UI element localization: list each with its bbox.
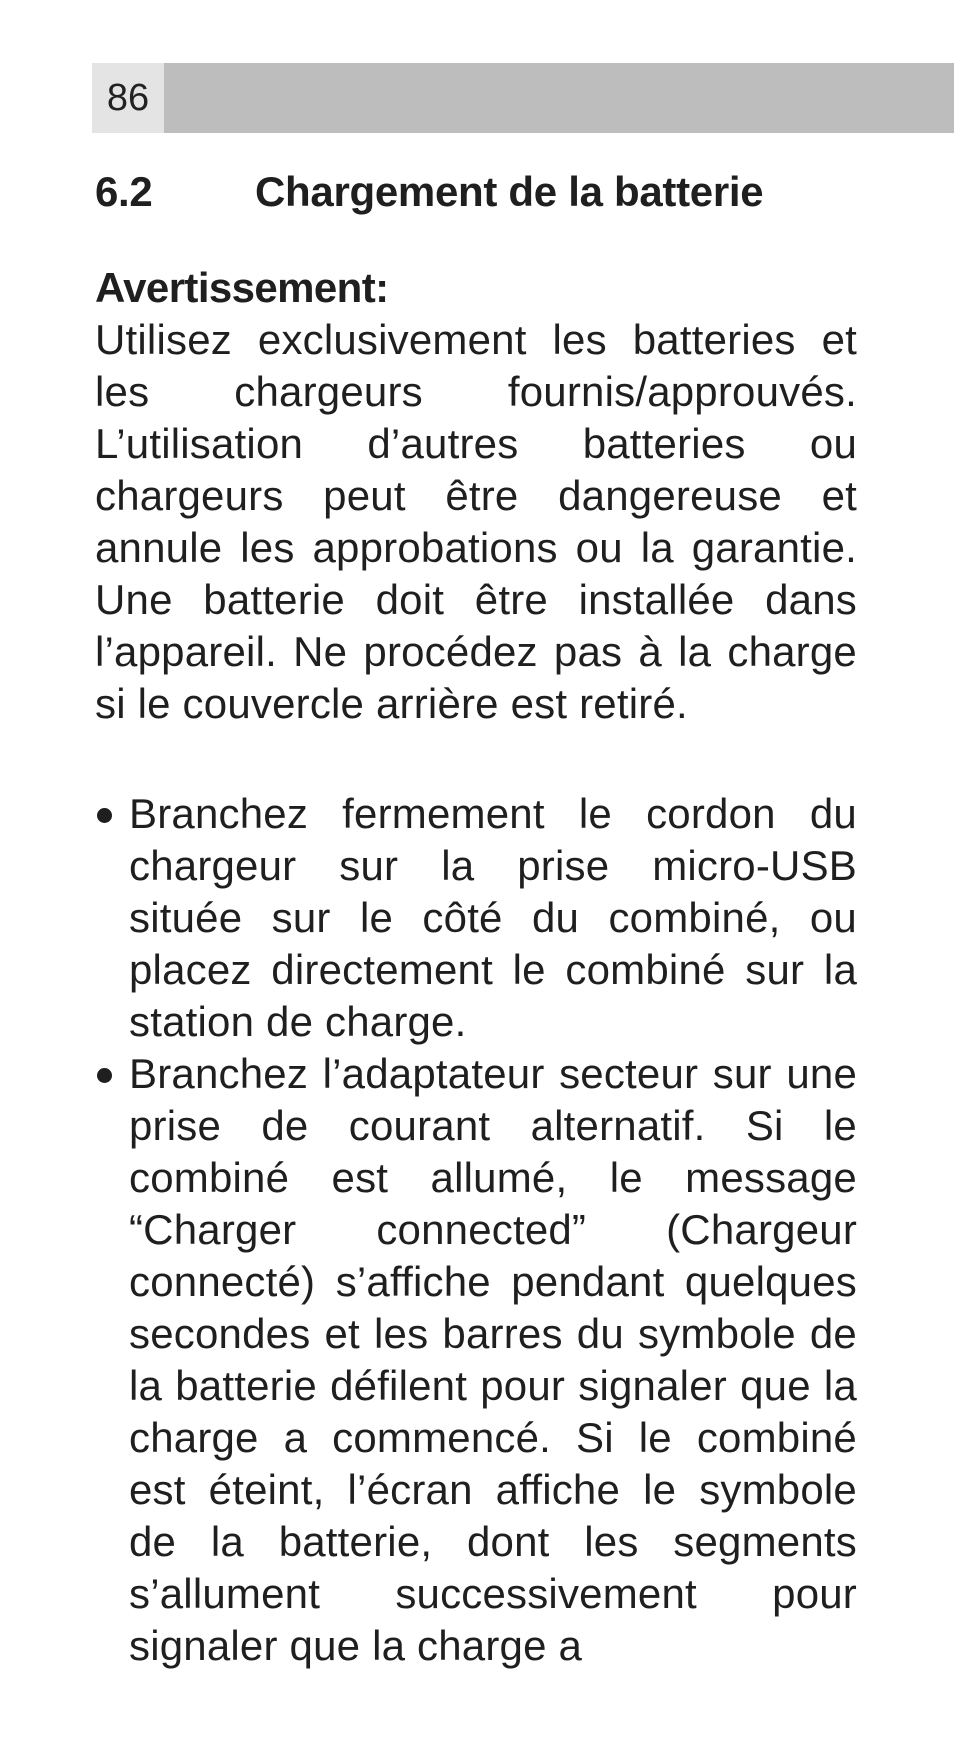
list-item-text: Branchez l’adaptateur secteur sur une prise de courant alternatif. Si le combiné est allumé, le message “Charger connected” (Chargeur connecté) s’affiche pendant quelques secondes et les barres du symbole de la batterie défilent pour signaler que la charge a commencé. Si le combiné est éteint, l’écran affiche le symbole de la batterie, dont les segments s’allument successivement pour signaler que la charge a	[129, 1050, 857, 1669]
list-item-text: Branchez fermement le cordon du chargeur sur la prise micro-USB située sur le côté du combiné, ou placez directement le combiné sur la station de charge.	[129, 790, 857, 1045]
bullet-icon	[95, 788, 129, 1048]
header-bar	[164, 63, 954, 133]
list-item	[95, 788, 857, 1048]
list-item	[95, 1048, 857, 1672]
warning-text: Utilisez exclusivement les batteries et les chargeurs fournis/approuvés. L’utilisation d’autres batteries ou chargeurs peut être dangereuse et annule les approbations ou la garantie. Une batterie doit être installée dans l’appareil. Ne procédez pas à la charge si le couvercle arrière est retiré.	[95, 316, 857, 727]
warning-heading: Avertissement:	[95, 264, 389, 311]
section-heading	[95, 168, 763, 216]
instruction-list	[95, 788, 857, 1672]
page-number: 86	[92, 63, 164, 133]
section-title: Chargement de la batterie	[255, 168, 764, 215]
page-content	[95, 262, 857, 1672]
section-number: 6.2	[95, 168, 153, 215]
page-header	[92, 63, 954, 133]
bullet-icon	[95, 1048, 129, 1672]
